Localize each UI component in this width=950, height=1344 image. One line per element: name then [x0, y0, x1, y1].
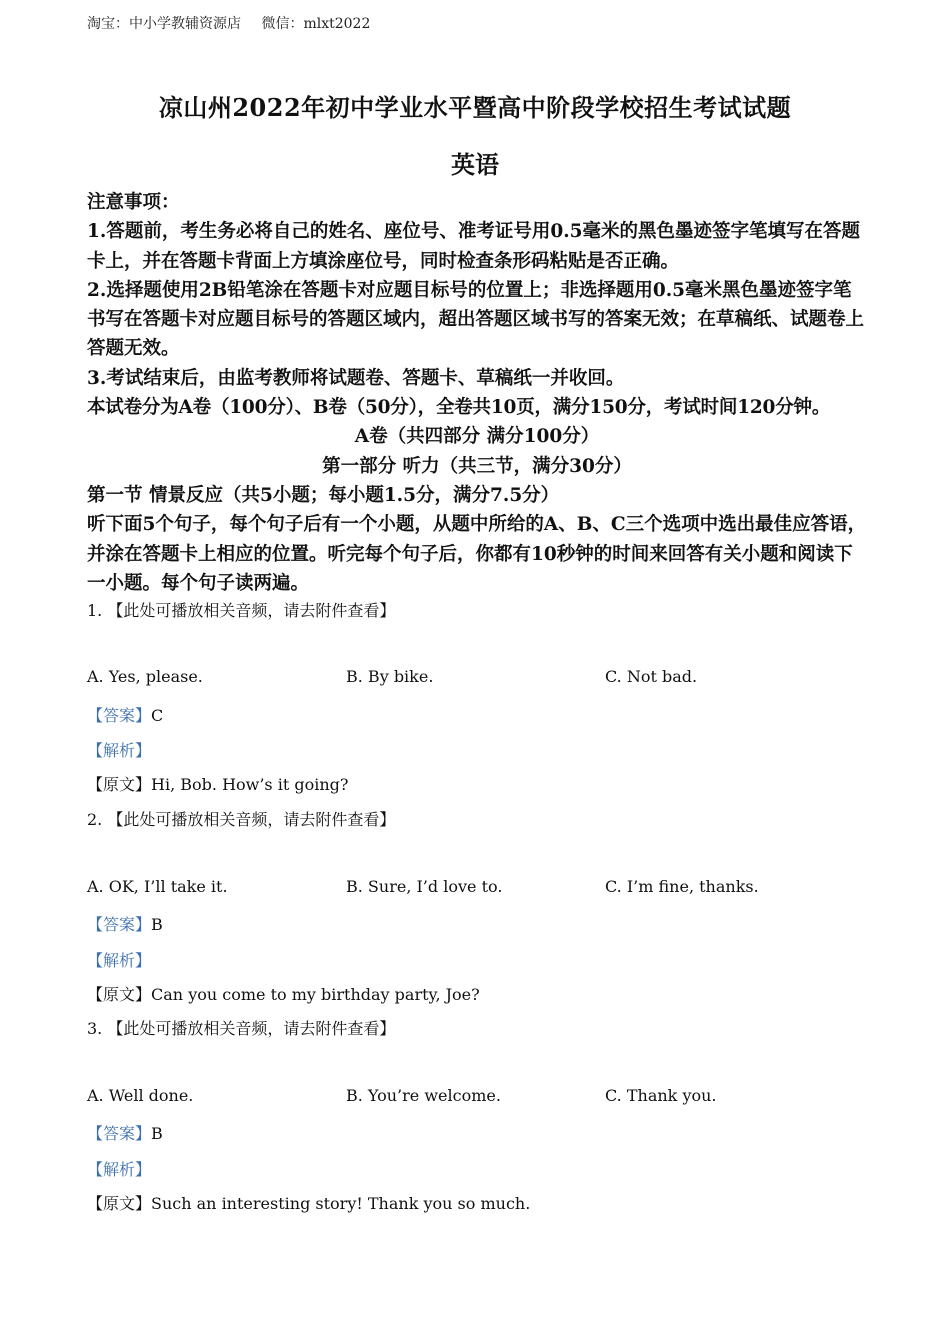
original-text: Such an interesting story! Thank you so much.: [151, 1194, 531, 1213]
note-item: 3.考试结束后，由监考教师将试题卷、答题卡、草稿纸一并收回。: [87, 367, 625, 389]
section-instruction: 听下面5个句子，每个句子后有一个小题，从题中所给的A、B、C三个选项中选出最佳应答语，并涂在答题卡上相应的位置。听完每个句子后，你都有10秒钟的时间来回答有关小题和阅读下一小题。每个句子读两遍。: [87, 514, 867, 594]
answer-label: 【答案】: [87, 915, 152, 934]
analysis-label: 【解析】: [87, 1160, 152, 1179]
original-label: 【原文】: [87, 775, 152, 794]
audio-prompt: 【此处可播放相关音频，请去附件查看】: [107, 1019, 396, 1038]
original-label: 【原文】: [87, 1194, 152, 1213]
answer-value: B: [151, 1124, 163, 1143]
option-a: A. Yes, please.: [87, 667, 203, 686]
shop-name: 淘宝：中小学教辅资源店: [87, 16, 241, 32]
option-c: C. I’m fine, thanks.: [605, 877, 759, 896]
option-c: C. Thank you.: [605, 1086, 717, 1105]
question-number: 2.: [87, 810, 103, 829]
option-a: A. Well done.: [87, 1086, 194, 1105]
question-number: 1.: [87, 601, 103, 620]
option-b: B. You’re welcome.: [346, 1086, 501, 1105]
audio-prompt: 【此处可播放相关音频，请去附件查看】: [107, 810, 396, 829]
original-label: 【原文】: [87, 985, 152, 1004]
option-b: B. Sure, I’d love to.: [346, 877, 503, 896]
note-item: 2.选择题使用2B铅笔涂在答题卡对应题目标号的位置上；非选择题用0.5毫米黑色墨迹签字笔书写在答题卡对应题目标号的答题区域内，超出答题区域书写的答案无效；在草稿纸、试题卷上答题无效。: [87, 279, 865, 360]
page-header: [87, 13, 370, 33]
part-heading: 第一部分 听力（共三节，满分30分）: [322, 455, 632, 477]
option-a: A. OK, I’ll take it.: [87, 877, 228, 896]
answer-label: 【答案】: [87, 1124, 152, 1143]
question-number: 3.: [87, 1019, 103, 1038]
option-c: C. Not bad.: [605, 667, 698, 686]
volume-heading: A卷（共四部分 满分100分）: [354, 426, 600, 448]
sub-section-heading: 第一节 情景反应（共5小题；每小题1.5分，满分7.5分）: [87, 484, 560, 506]
notes-heading: 注意事项：: [87, 192, 180, 213]
exam-summary: 本试卷分为A卷（100分）、B卷（50分），全卷共10页，满分150分，考试时间120分钟。: [87, 397, 831, 419]
answer-value: C: [151, 706, 164, 725]
analysis-label: 【解析】: [87, 741, 152, 760]
exam-subject: 英语: [451, 150, 499, 179]
original-text: Hi, Bob. How’s it going?: [151, 775, 349, 794]
answer-value: B: [151, 915, 163, 934]
answer-label: 【答案】: [87, 706, 152, 725]
option-b: B. By bike.: [346, 667, 434, 686]
analysis-label: 【解析】: [87, 951, 152, 970]
exam-title: 凉山州2022年初中学业水平暨高中阶段学校招生考试试题: [158, 93, 792, 122]
wechat-id: 微信：mlxt2022: [261, 16, 371, 32]
note-item: 1.答题前，考生务必将自己的姓名、座位号、准考证号用0.5毫米的黑色墨迹签字笔填写在答题卡上，并在答题卡背面上方填涂座位号，同时检查条形码粘贴是否正确。: [87, 221, 861, 272]
original-text: Can you come to my birthday party, Joe?: [151, 985, 480, 1004]
notes-section: [87, 188, 867, 598]
audio-prompt: 【此处可播放相关音频，请去附件查看】: [107, 601, 396, 620]
